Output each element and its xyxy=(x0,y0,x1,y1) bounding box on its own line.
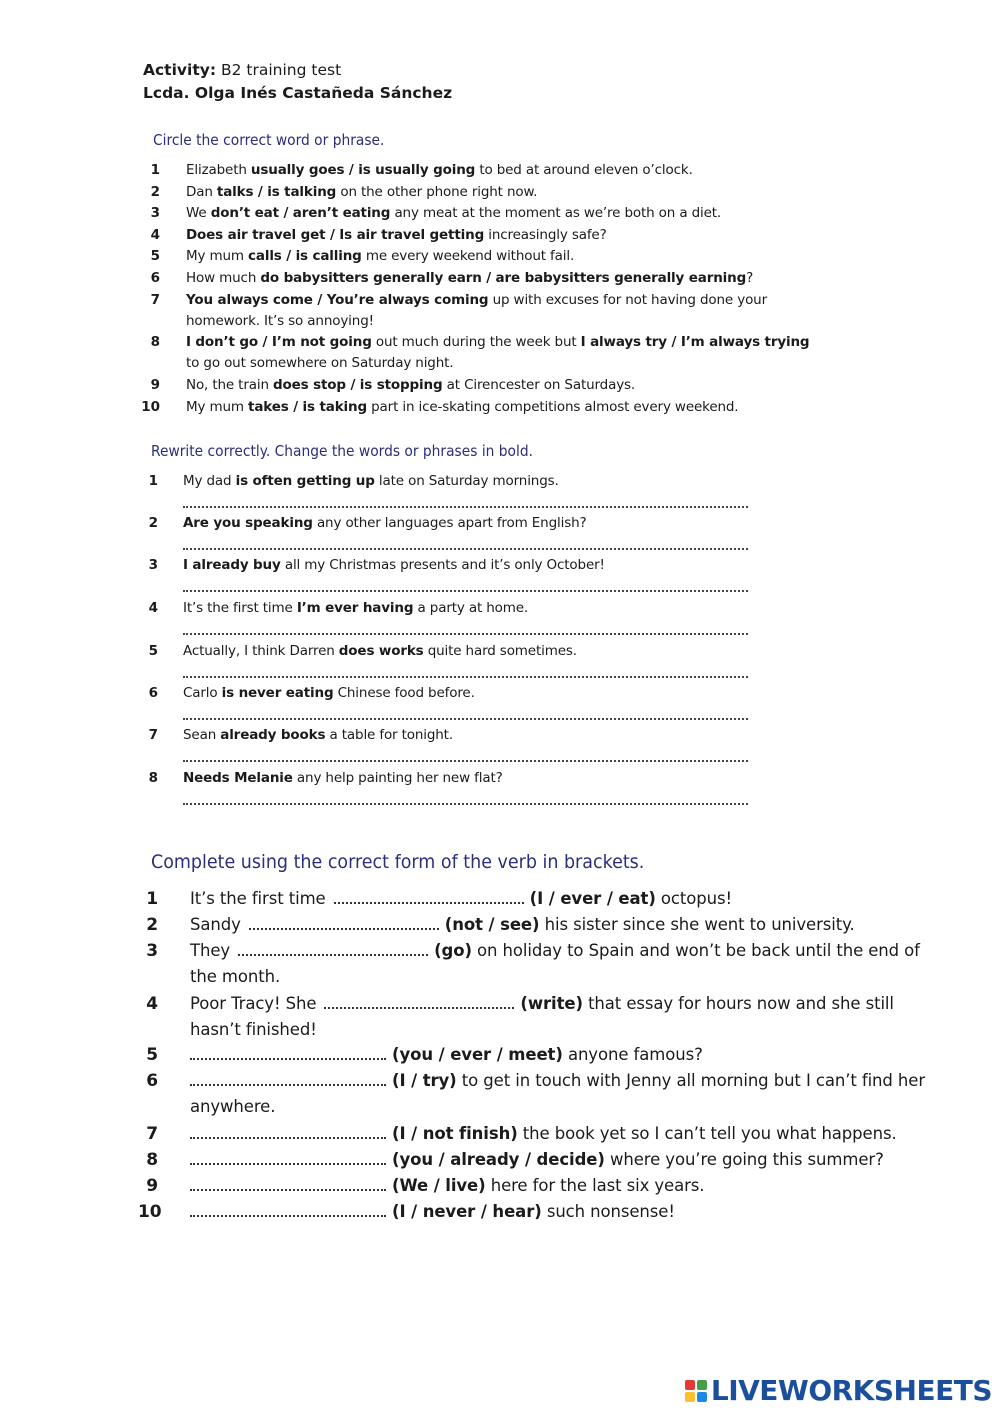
logo-text: LIVEWORKSHEETS xyxy=(710,1374,992,1407)
item-number: 1 xyxy=(148,473,158,489)
item-text xyxy=(186,292,767,308)
item-trailing-text: that essay for hours now and she still xyxy=(582,994,894,1013)
bold-phrase: usually goes / is usually going xyxy=(250,162,476,178)
text-run: a table for tonight. xyxy=(325,727,453,743)
item-number: 5 xyxy=(150,248,160,264)
item-number: 4 xyxy=(146,994,158,1014)
text-run: any help painting her new flat? xyxy=(292,770,503,786)
item-text xyxy=(183,473,559,489)
item-trailing-text: where you’re going this summer? xyxy=(604,1150,884,1169)
answer-blank[interactable] xyxy=(190,1161,386,1165)
activity-line xyxy=(143,61,341,79)
item-number: 3 xyxy=(150,205,160,221)
item-trailing-text: the book yet so I can’t tell you what happens. xyxy=(517,1124,897,1143)
item-text-continued: hasn’t finished! xyxy=(190,1020,317,1039)
activity-value: B2 training test xyxy=(220,61,342,79)
item-number: 4 xyxy=(150,227,160,243)
verb-cue: (I / ever / eat) xyxy=(529,889,656,908)
answer-blank[interactable] xyxy=(190,1056,386,1060)
item-text xyxy=(190,941,920,960)
activity-label: Activity: xyxy=(143,61,217,79)
answer-line[interactable] xyxy=(183,803,748,805)
section3-title: Complete using the correct form of the verb in brackets. xyxy=(151,851,645,873)
text-run: How much xyxy=(186,270,261,286)
text-run: to bed at around eleven o’clock. xyxy=(475,162,693,178)
answer-line[interactable] xyxy=(183,760,748,762)
item-text xyxy=(190,1176,704,1195)
text-run: on the other phone right now. xyxy=(336,184,538,200)
verb-cue: (I / try) xyxy=(392,1071,457,1090)
item-number: 3 xyxy=(146,941,158,961)
answer-line[interactable] xyxy=(183,548,748,550)
item-text-continued: the month. xyxy=(190,967,281,986)
bold-phrase: does stop / is stopping xyxy=(273,377,443,393)
answer-blank[interactable] xyxy=(324,1005,514,1009)
item-text xyxy=(190,994,894,1013)
item-number: 6 xyxy=(150,270,160,286)
section2-title: Rewrite correctly. Change the words or phrases in bold. xyxy=(151,442,533,460)
text-run: any meat at the moment as we’re both on a diet. xyxy=(390,205,722,221)
bold-phrase: I always try / I’m always trying xyxy=(580,334,810,350)
bold-phrase: does works xyxy=(338,643,424,659)
bold-phrase: already books xyxy=(220,727,326,743)
text-run: My mum xyxy=(186,248,249,264)
item-text-continued xyxy=(186,313,374,329)
item-text xyxy=(190,1045,703,1064)
answer-blank[interactable] xyxy=(190,1135,386,1139)
author-name: Lcda. Olga Inés Castañeda Sánchez xyxy=(143,84,453,102)
verb-cue: (you / already / decide) xyxy=(392,1150,605,1169)
item-trailing-text: on holiday to Spain and won’t be back until the end of xyxy=(471,941,920,960)
item-text xyxy=(183,515,587,531)
answer-line[interactable] xyxy=(183,506,748,508)
item-trailing-text: here for the last six years. xyxy=(485,1176,705,1195)
text-run: all my Christmas presents and it’s only October! xyxy=(280,557,605,573)
answer-blank[interactable] xyxy=(334,900,524,904)
bold-phrase: is often getting up xyxy=(235,473,375,489)
item-text xyxy=(190,915,855,934)
text-run: No, the train xyxy=(186,377,274,393)
item-number: 2 xyxy=(150,184,160,200)
item-trailing-text: such nonsense! xyxy=(541,1202,675,1221)
logo-square xyxy=(685,1380,695,1390)
liveworksheets-logo xyxy=(685,1374,992,1407)
item-text xyxy=(183,600,528,616)
item-number: 8 xyxy=(148,770,158,786)
item-lead-text: Poor Tracy! She xyxy=(190,994,317,1013)
item-text xyxy=(186,162,693,178)
item-text xyxy=(183,643,577,659)
text-run: ? xyxy=(746,270,754,286)
logo-square xyxy=(697,1380,707,1390)
item-text xyxy=(186,399,738,415)
answer-line[interactable] xyxy=(183,633,748,635)
item-number: 8 xyxy=(150,334,160,350)
section1-title: Circle the correct word or phrase. xyxy=(153,131,385,149)
item-number: 8 xyxy=(146,1150,158,1170)
item-number: 6 xyxy=(148,685,158,701)
item-number: 6 xyxy=(146,1071,158,1091)
text-run: My mum xyxy=(186,399,249,415)
item-number: 3 xyxy=(148,557,158,573)
bold-phrase: is never eating xyxy=(221,685,334,701)
answer-blank[interactable] xyxy=(190,1213,386,1217)
text-run: Chinese food before. xyxy=(333,685,475,701)
bold-phrase: do babysitters generally earn / are babysitters generally earning xyxy=(260,270,747,286)
item-text xyxy=(190,889,732,908)
text-run: quite hard sometimes. xyxy=(423,643,577,659)
item-text xyxy=(183,770,503,786)
item-text-continued xyxy=(186,355,453,371)
item-lead-text: It’s the first time xyxy=(190,889,326,908)
item-number: 9 xyxy=(146,1176,158,1196)
bold-phrase: I don’t go / I’m not going xyxy=(186,334,372,350)
item-number: 4 xyxy=(148,600,158,616)
logo-mark-icon xyxy=(685,1380,707,1402)
item-trailing-text: octopus! xyxy=(655,889,732,908)
item-text xyxy=(190,1202,675,1221)
item-number: 5 xyxy=(146,1045,158,1065)
item-text xyxy=(190,1150,884,1169)
bold-phrase: Are you speaking xyxy=(183,515,313,531)
text-run: part in ice-skating competitions almost every weekend. xyxy=(367,399,739,415)
item-number: 5 xyxy=(148,643,158,659)
text-run: any other languages apart from English? xyxy=(312,515,587,531)
bold-phrase: Needs Melanie xyxy=(183,770,293,786)
item-lead-text: They xyxy=(190,941,231,960)
verb-cue: (write) xyxy=(520,994,583,1013)
item-text xyxy=(186,184,537,200)
item-lead-text: Sandy xyxy=(190,915,241,934)
text-run: Sean xyxy=(183,727,221,743)
text-run: to go out somewhere on Saturday night. xyxy=(186,355,454,371)
item-number: 2 xyxy=(146,915,158,935)
text-run: a party at home. xyxy=(413,600,529,616)
verb-cue: (go) xyxy=(434,941,472,960)
text-run: late on Saturday mornings. xyxy=(374,473,559,489)
item-number: 10 xyxy=(141,399,160,415)
logo-square xyxy=(697,1392,707,1402)
text-run: at Cirencester on Saturdays. xyxy=(442,377,636,393)
item-text xyxy=(183,727,453,743)
item-number: 7 xyxy=(146,1124,158,1144)
item-text xyxy=(186,227,607,243)
bold-phrase: takes / is taking xyxy=(248,399,367,415)
text-run: me every weekend without fail. xyxy=(361,248,575,264)
verb-cue: (not / see) xyxy=(444,915,540,934)
item-number: 1 xyxy=(150,162,160,178)
answer-line[interactable] xyxy=(183,676,748,678)
text-run: It’s the first time xyxy=(183,600,297,616)
text-run: out much during the week but xyxy=(371,334,581,350)
item-text xyxy=(183,685,475,701)
answer-blank[interactable] xyxy=(190,1187,386,1191)
item-text xyxy=(186,205,721,221)
text-run: increasingly safe? xyxy=(484,227,607,243)
item-trailing-text: his sister since she went to university. xyxy=(539,915,855,934)
verb-cue: (you / ever / meet) xyxy=(392,1045,563,1064)
verb-cue: (I / never / hear) xyxy=(392,1202,542,1221)
item-text xyxy=(190,1124,897,1143)
text-run: Carlo xyxy=(183,685,222,701)
answer-blank[interactable] xyxy=(238,952,428,956)
text-run: My dad xyxy=(183,473,236,489)
item-text xyxy=(186,270,753,286)
item-text xyxy=(186,377,635,393)
logo-square xyxy=(685,1392,695,1402)
item-text xyxy=(186,248,574,264)
text-run: up with excuses for not having done your xyxy=(488,292,767,308)
item-number: 1 xyxy=(146,889,158,909)
item-text-continued: anywhere. xyxy=(190,1097,276,1116)
answer-blank[interactable] xyxy=(190,1082,386,1086)
item-number: 7 xyxy=(150,292,160,308)
answer-line[interactable] xyxy=(183,590,748,592)
item-number: 10 xyxy=(138,1202,162,1222)
bold-phrase: You always come / You’re always coming xyxy=(186,292,489,308)
text-run: We xyxy=(186,205,211,221)
item-text xyxy=(190,1071,925,1090)
verb-cue: (I / not finish) xyxy=(392,1124,518,1143)
text-run: Actually, I think Darren xyxy=(183,643,339,659)
item-number: 9 xyxy=(150,377,160,393)
bold-phrase: I’m ever having xyxy=(296,600,414,616)
item-trailing-text: anyone famous? xyxy=(562,1045,703,1064)
text-run: homework. It’s so annoying! xyxy=(186,313,374,329)
text-run: Dan xyxy=(186,184,217,200)
item-text xyxy=(183,557,605,573)
answer-blank[interactable] xyxy=(249,926,439,930)
bold-phrase: calls / is calling xyxy=(248,248,362,264)
bold-phrase: I already buy xyxy=(183,557,281,573)
bold-phrase: talks / is talking xyxy=(216,184,337,200)
item-trailing-text: to get in touch with Jenny all morning but I can’t find her xyxy=(456,1071,926,1090)
item-number: 7 xyxy=(148,727,158,743)
item-number: 2 xyxy=(148,515,158,531)
text-run: Elizabeth xyxy=(186,162,251,178)
bold-phrase: don’t eat / aren’t eating xyxy=(210,205,391,221)
item-text xyxy=(186,334,809,350)
answer-line[interactable] xyxy=(183,718,748,720)
verb-cue: (We / live) xyxy=(392,1176,486,1195)
bold-phrase: Does air travel get / Is air travel getting xyxy=(186,227,485,243)
